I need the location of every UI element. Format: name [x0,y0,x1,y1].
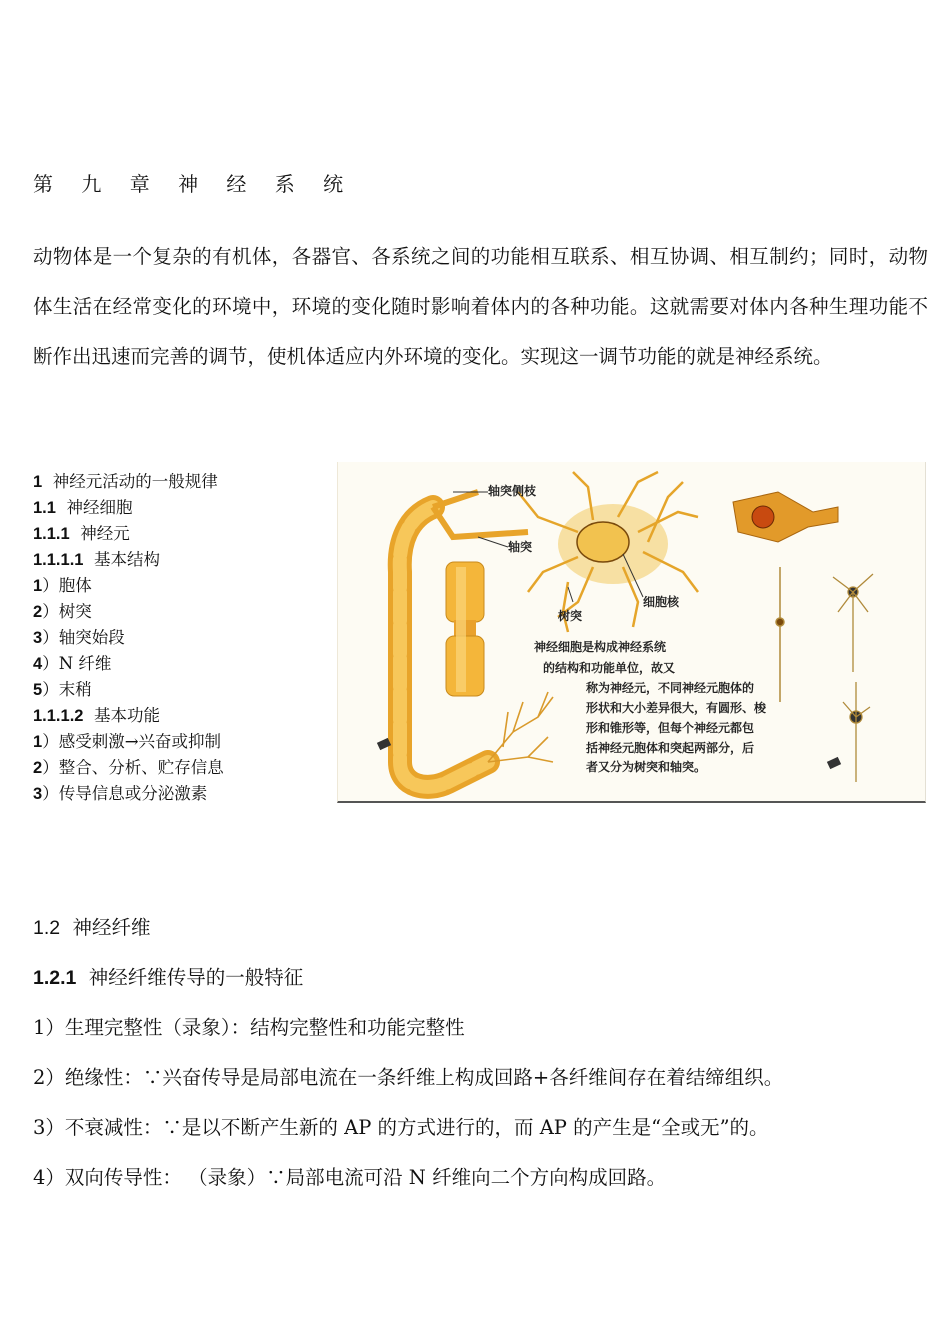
caption-line: 括神经元胞体和突起两部分，后 [586,741,755,755]
outline-item: 2）树突 [33,602,92,621]
outline-item: 4）N 纤维 [33,654,112,673]
neuron-illustration [338,462,925,799]
axon-terminal-shape [488,692,553,762]
subsection-heading-1-2-1: 1.2.1 神经纤维传导的一般特征 [33,966,304,989]
outline-item: 5）末稍 [33,680,92,699]
outline-item: 1 神经元活动的一般规律 [33,472,218,491]
caption-line: 称为神经元，不同神经元胞体的 [586,681,755,695]
caption-line: 神经细胞是构成神经系统 [534,640,667,654]
outline-item: 1）胞体 [33,576,92,595]
outline-item: 1.1.1 神经元 [33,524,130,543]
caption-line: 形和锥形等，但每个神经元都包 [586,721,755,735]
outline-item: 3）轴突始段 [33,628,125,647]
caption-line: 形状和大小差异很大，有圆形、梭 [586,701,767,715]
section-heading-1-2: 1.2 神经纤维 [33,916,151,939]
outline-item: 2）整合、分析、贮存信息 [33,758,224,777]
outline-list [33,469,333,807]
outline-item: 1.1.1.1 基本结构 [33,550,160,569]
label-dendrite: 树突 [558,609,583,623]
feature-item: 3）不衰减性：∵是以不断产生新的 AP 的方式进行的，而 AP 的产生是“全或无”的。 [33,1116,769,1139]
bipolar-neuron-shape [776,567,784,702]
myelin-segment-shape [446,562,484,696]
label-axon-collateral: 轴突侧枝 [488,484,537,498]
feature-item: 1）生理完整性（录象）：结构完整性和功能完整性 [33,1016,465,1039]
chapter-title: 第 九 章 神 经 系 统 [33,172,355,196]
label-axon: 轴突 [508,540,533,554]
outline-item: 1）感受刺激→兴奋或抑制 [33,732,222,751]
outline-item: 1.1 神经细胞 [33,498,133,517]
unipolar-neuron-shape [843,682,870,782]
caption-line: 者又分为树突和轴突。 [586,760,707,774]
outline-item: 3）传导信息或分泌激素 [33,784,208,803]
pyramidal-neuron-shape [733,492,838,542]
neuron-figure [337,462,926,803]
feature-item: 4）双向传导性： （录象）∵局部电流可沿 N 纤维向二个方向构成回路。 [33,1166,667,1189]
caption-line: 的结构和功能单位，故又 [543,661,676,675]
feature-item: 2）绝缘性：∵兴奋传导是局部电流在一条纤维上构成回路+各纤维间存在着结缔组织。 [33,1066,784,1089]
corner-mark-icon [827,757,841,769]
label-nucleus: 细胞核 [643,595,680,609]
outline-item: 1.1.1.2 基本功能 [33,706,160,725]
multipolar-neuron-shape [833,574,873,672]
intro-paragraph: 动物体是一个复杂的有机体，各器官、各系统之间的功能相互联系、相互协调、相互制约；同时，动物体生活在经常变化的环境中，环境的变化随时影响着体内的各种功能。这就需要对体内各种生理功能不断作出迅速而完善的调节，使机体适应内外环境的变化。实现这一调节功能的就是神经系统。 [33,245,928,368]
